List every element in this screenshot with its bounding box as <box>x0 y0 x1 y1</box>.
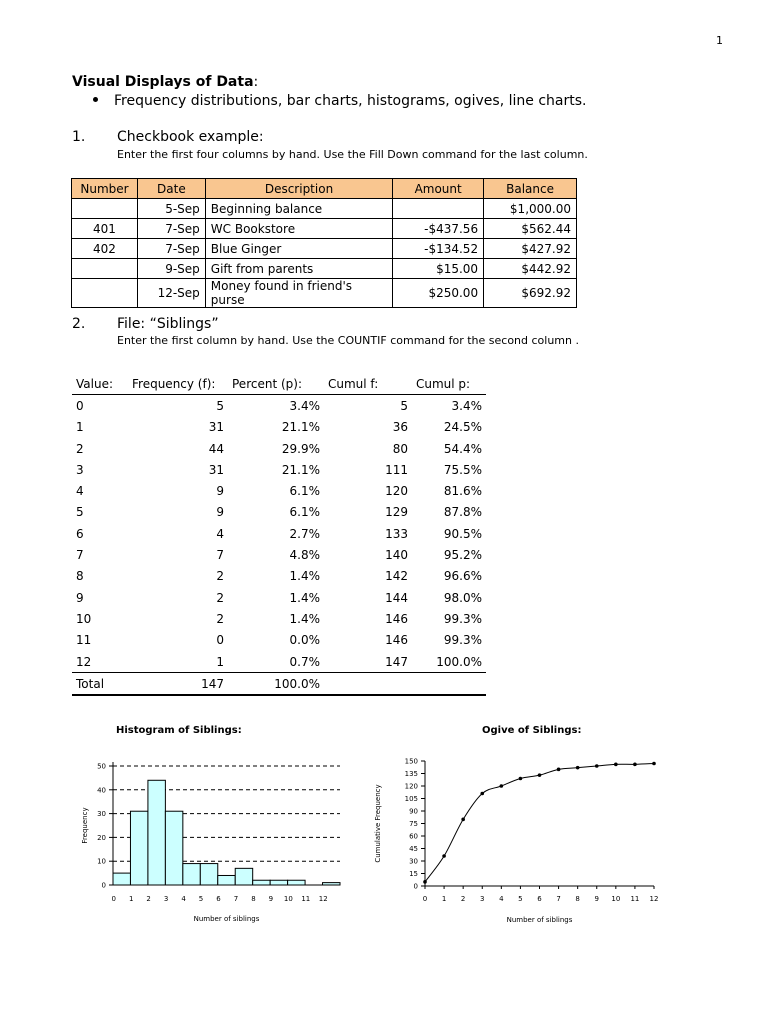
siblings-cell: 99.3% <box>443 633 482 648</box>
ogive-ytick-label: 90 <box>409 807 418 816</box>
siblings-cell: 75.5% <box>443 462 482 477</box>
ogive-point <box>633 763 637 767</box>
checkbook-cell: $427.92 <box>484 239 577 259</box>
checkbook-table <box>71 178 577 308</box>
siblings-cell: 36 <box>392 420 408 435</box>
checkbook-cell: $562.44 <box>484 219 577 239</box>
checkbook-cell: Beginning balance <box>205 199 392 219</box>
siblings-cell: 9 <box>76 590 84 605</box>
checkbook-cell: Blue Ginger <box>205 239 392 259</box>
histogram-xtick-label: 1 <box>128 895 134 903</box>
siblings-cell: 24.5% <box>443 420 482 435</box>
histogram-xtick-label: 7 <box>233 895 239 903</box>
siblings-cell: 90.5% <box>443 526 482 541</box>
ogive-chart <box>366 750 666 935</box>
siblings-body <box>72 395 486 673</box>
ogive-point <box>442 854 446 858</box>
histogram-ytick-label: 20 <box>97 833 106 842</box>
ogive-ytick-label: 60 <box>409 832 418 841</box>
siblings-cell: 5 <box>76 505 84 520</box>
bullet-dot-icon <box>93 97 98 102</box>
siblings-cell: 144 <box>385 590 408 605</box>
histogram-xtick-label: 2 <box>146 895 151 903</box>
checkbook-cell: 5-Sep <box>137 199 205 219</box>
section-2-title: File: “Siblings” <box>117 316 219 332</box>
checkbook-cell: 12-Sep <box>137 279 205 308</box>
histogram-xtick-label: 0 <box>111 895 116 903</box>
siblings-cell: 100.0% <box>436 654 482 669</box>
siblings-cell: 1 <box>76 420 84 435</box>
ogive-xtick-label: 8 <box>575 895 580 903</box>
siblings-cell: 87.8% <box>443 505 482 520</box>
siblings-cell: 8 <box>76 569 84 584</box>
title-bold: Visual Displays of Data <box>72 74 254 90</box>
histogram-bar <box>253 880 270 885</box>
siblings-cell: 54.4% <box>443 441 482 456</box>
siblings-cell: 3.4% <box>289 398 320 413</box>
siblings-cell: 7 <box>216 548 224 563</box>
page-number: 1 <box>716 34 723 47</box>
siblings-total-cell: 147 <box>128 673 228 696</box>
section-2-instruction: Enter the first column by hand. Use the COUNTIF command for the second column . <box>117 334 579 347</box>
ogive-point <box>423 880 427 884</box>
checkbook-row <box>72 279 577 308</box>
ogive-ytick-label: 150 <box>404 757 418 766</box>
siblings-cell: 3 <box>76 462 84 477</box>
siblings-header-row <box>72 373 486 395</box>
siblings-row <box>72 544 486 565</box>
histogram-xtick-label: 3 <box>163 895 169 903</box>
siblings-cell: 133 <box>385 526 408 541</box>
siblings-cell: 96.6% <box>443 569 482 584</box>
siblings-row <box>72 566 486 587</box>
bullet-text: Frequency distributions, bar charts, histograms, ogives, line charts. <box>114 93 587 109</box>
siblings-cell: 4 <box>76 484 84 499</box>
siblings-cell: 21.1% <box>281 462 320 477</box>
ogive-ytick-label: 120 <box>404 782 418 791</box>
siblings-row <box>72 608 486 629</box>
checkbook-cell: WC Bookstore <box>205 219 392 239</box>
checkbook-col-header: Description <box>205 179 392 199</box>
ogive-ytick-label: 45 <box>409 845 418 853</box>
ogive-xlabel: Number of siblings <box>506 916 573 924</box>
checkbook-col-header: Number <box>72 179 138 199</box>
ogive-xtick-label: 12 <box>649 895 659 903</box>
section-1-title: Checkbook example: <box>117 129 264 145</box>
siblings-row <box>72 417 486 438</box>
checkbook-cell: 401 <box>72 219 138 239</box>
ogive-xtick-label: 9 <box>594 895 599 903</box>
checkbook-cell: Money found in friend's purse <box>205 279 392 308</box>
checkbook-row <box>72 219 577 239</box>
siblings-row <box>72 502 486 523</box>
ogive-xtick-label: 0 <box>422 895 428 903</box>
page-title <box>72 74 258 90</box>
siblings-cell: 142 <box>385 569 408 584</box>
ogive-point <box>614 763 618 767</box>
siblings-cell: 21.1% <box>281 420 320 435</box>
histogram-bar <box>165 811 182 885</box>
siblings-cell: 2 <box>216 569 224 584</box>
siblings-row <box>72 587 486 608</box>
ogive-xtick-label: 1 <box>441 895 447 903</box>
siblings-col-header: Frequency (f): <box>128 373 228 395</box>
siblings-cell: 10 <box>76 611 92 626</box>
ogive-ytick-label: 30 <box>409 857 418 866</box>
histogram-ytick-label: 50 <box>97 762 106 771</box>
siblings-col-header: Value: <box>72 373 128 395</box>
ogive-xtick-label: 4 <box>499 895 504 903</box>
ogive-xtick-label: 10 <box>611 895 621 903</box>
checkbook-row <box>72 259 577 279</box>
siblings-cell: 0.0% <box>289 633 320 648</box>
checkbook-cell: $1,000.00 <box>484 199 577 219</box>
histogram-bar <box>218 875 235 885</box>
siblings-cell: 6.1% <box>289 505 320 520</box>
checkbook-cell: $15.00 <box>393 259 484 279</box>
checkbook-header-row <box>72 179 577 199</box>
checkbook-cell <box>393 199 484 219</box>
histogram-xtick-label: 12 <box>318 895 328 903</box>
siblings-cell: 9 <box>216 484 224 499</box>
checkbook-cell: -$134.52 <box>393 239 484 259</box>
checkbook-cell <box>72 259 138 279</box>
ogive-ytick-label: 0 <box>413 882 418 891</box>
histogram-xlabel: Number of siblings <box>193 915 260 923</box>
siblings-cell: 31 <box>208 462 224 477</box>
histogram-ylabel: Frequency <box>81 807 89 844</box>
siblings-cell: 111 <box>385 462 408 477</box>
siblings-cell: 4.8% <box>289 548 320 563</box>
siblings-cell: 31 <box>208 420 224 435</box>
siblings-cell: 99.3% <box>443 611 482 626</box>
histogram-bar <box>148 780 165 885</box>
ogive-xtick-label: 2 <box>460 895 466 903</box>
siblings-cell: 9 <box>216 505 224 520</box>
ogive-xtick-label: 5 <box>518 895 523 903</box>
checkbook-col-header: Date <box>137 179 205 199</box>
checkbook-cell: -$437.56 <box>393 219 484 239</box>
histogram-ytick-label: 10 <box>97 857 106 866</box>
siblings-col-header: Cumul f: <box>324 373 412 395</box>
histogram-xtick-label: 4 <box>181 895 186 903</box>
siblings-total-cell: Total <box>72 673 128 696</box>
siblings-total-cell: 100.0% <box>228 673 324 696</box>
siblings-total-cell <box>412 673 486 696</box>
siblings-col-header: Cumul p: <box>412 373 486 395</box>
histogram-bar <box>200 864 217 885</box>
histogram-xtick-label: 9 <box>268 895 274 903</box>
histogram-ytick-label: 40 <box>97 786 106 795</box>
histogram-bar <box>183 864 200 885</box>
siblings-cell: 6.1% <box>289 484 320 499</box>
checkbook-cell <box>72 199 138 219</box>
histogram-bar <box>235 868 252 885</box>
checkbook-body <box>72 199 577 308</box>
siblings-cell: 98.0% <box>443 590 482 605</box>
siblings-row <box>72 395 486 417</box>
checkbook-col-header: Balance <box>484 179 577 199</box>
siblings-cell: 12 <box>76 654 92 669</box>
histogram-bar <box>113 873 130 885</box>
histogram-ytick-label: 30 <box>97 810 106 819</box>
ogive-ytick-label: 75 <box>409 820 418 828</box>
siblings-cell: 2.7% <box>289 526 320 541</box>
siblings-cell: 0 <box>76 398 84 413</box>
siblings-cell: 11 <box>76 633 92 648</box>
siblings-cell: 44 <box>208 441 224 456</box>
ogive-point <box>576 766 580 770</box>
siblings-cell: 1.4% <box>289 611 320 626</box>
ogive-ytick-label: 105 <box>404 795 418 803</box>
histogram-title: Histogram of Siblings: <box>116 725 242 736</box>
siblings-cell: 120 <box>385 484 408 499</box>
ogive-xtick-label: 3 <box>480 895 485 903</box>
bullet-item <box>93 93 586 109</box>
siblings-cell: 129 <box>385 505 408 520</box>
histogram-xtick-label: 11 <box>301 895 311 903</box>
section-2-number: 2. <box>72 316 86 332</box>
siblings-cell: 0.7% <box>289 654 320 669</box>
siblings-row <box>72 438 486 459</box>
ogive-xtick-label: 11 <box>630 895 640 903</box>
siblings-cell: 1.4% <box>289 590 320 605</box>
checkbook-row <box>72 199 577 219</box>
siblings-cell: 146 <box>385 633 408 648</box>
siblings-cell: 5 <box>400 398 408 413</box>
histogram-xtick-label: 8 <box>251 895 256 903</box>
siblings-row <box>72 651 486 673</box>
checkbook-cell: 7-Sep <box>137 219 205 239</box>
checkbook-row <box>72 239 577 259</box>
ogive-point <box>652 762 656 766</box>
siblings-row <box>72 523 486 544</box>
siblings-cell: 7 <box>76 548 84 563</box>
histogram-xtick-label: 6 <box>216 895 221 903</box>
checkbook-cell: $692.92 <box>484 279 577 308</box>
ogive-xtick-label: 7 <box>556 895 561 903</box>
checkbook-cell: $250.00 <box>393 279 484 308</box>
ogive-line <box>425 764 654 882</box>
siblings-cell: 2 <box>216 590 224 605</box>
ogive-ytick-label: 15 <box>409 870 418 878</box>
ogive-title: Ogive of Siblings: <box>482 725 582 736</box>
siblings-row <box>72 630 486 651</box>
siblings-cell: 1.4% <box>289 569 320 584</box>
siblings-cell: 1 <box>216 654 224 669</box>
siblings-cell: 2 <box>216 611 224 626</box>
section-1-instruction: Enter the first four columns by hand. Use the Fill Down command for the last column. <box>117 148 588 161</box>
checkbook-cell <box>72 279 138 308</box>
checkbook-cell: $442.92 <box>484 259 577 279</box>
checkbook-cell: 7-Sep <box>137 239 205 259</box>
histogram-bar <box>270 880 287 885</box>
ogive-point <box>500 784 504 788</box>
checkbook-cell: 402 <box>72 239 138 259</box>
section-1-number: 1. <box>72 129 86 145</box>
histogram-bar <box>130 811 147 885</box>
histogram-xtick-label: 10 <box>283 895 293 903</box>
siblings-cell: 147 <box>385 654 408 669</box>
siblings-cell: 81.6% <box>443 484 482 499</box>
siblings-cell: 95.2% <box>443 548 482 563</box>
siblings-total-cell <box>324 673 412 696</box>
siblings-row <box>72 459 486 480</box>
ogive-xtick-label: 6 <box>537 895 542 903</box>
siblings-total-row <box>72 673 486 696</box>
histogram-xtick-label: 5 <box>198 895 204 903</box>
checkbook-col-header: Amount <box>393 179 484 199</box>
ogive-point <box>557 768 561 772</box>
histogram-ytick-label: 0 <box>101 881 106 890</box>
histogram-chart <box>70 755 360 930</box>
ogive-ylabel: Cumulative Frequency <box>374 784 382 863</box>
ogive-point <box>595 764 599 768</box>
checkbook-cell: Gift from parents <box>205 259 392 279</box>
siblings-cell: 6 <box>76 526 84 541</box>
siblings-cell: 146 <box>385 611 408 626</box>
ogive-point <box>538 773 542 777</box>
checkbook-cell: 9-Sep <box>137 259 205 279</box>
siblings-cell: 29.9% <box>281 441 320 456</box>
histogram-bar <box>288 880 305 885</box>
ogive-point <box>480 792 484 796</box>
ogive-ytick-label: 135 <box>404 770 418 778</box>
siblings-col-header: Percent (p): <box>228 373 324 395</box>
siblings-cell: 0 <box>216 633 224 648</box>
siblings-cell: 5 <box>216 398 224 413</box>
siblings-cell: 140 <box>385 548 408 563</box>
siblings-cell: 3.4% <box>451 398 482 413</box>
ogive-point <box>461 818 465 822</box>
siblings-table <box>72 373 486 696</box>
title-colon: : <box>253 74 259 90</box>
ogive-point <box>519 777 523 781</box>
siblings-cell: 4 <box>216 526 224 541</box>
siblings-row <box>72 480 486 501</box>
siblings-cell: 80 <box>392 441 408 456</box>
siblings-cell: 2 <box>76 441 84 456</box>
